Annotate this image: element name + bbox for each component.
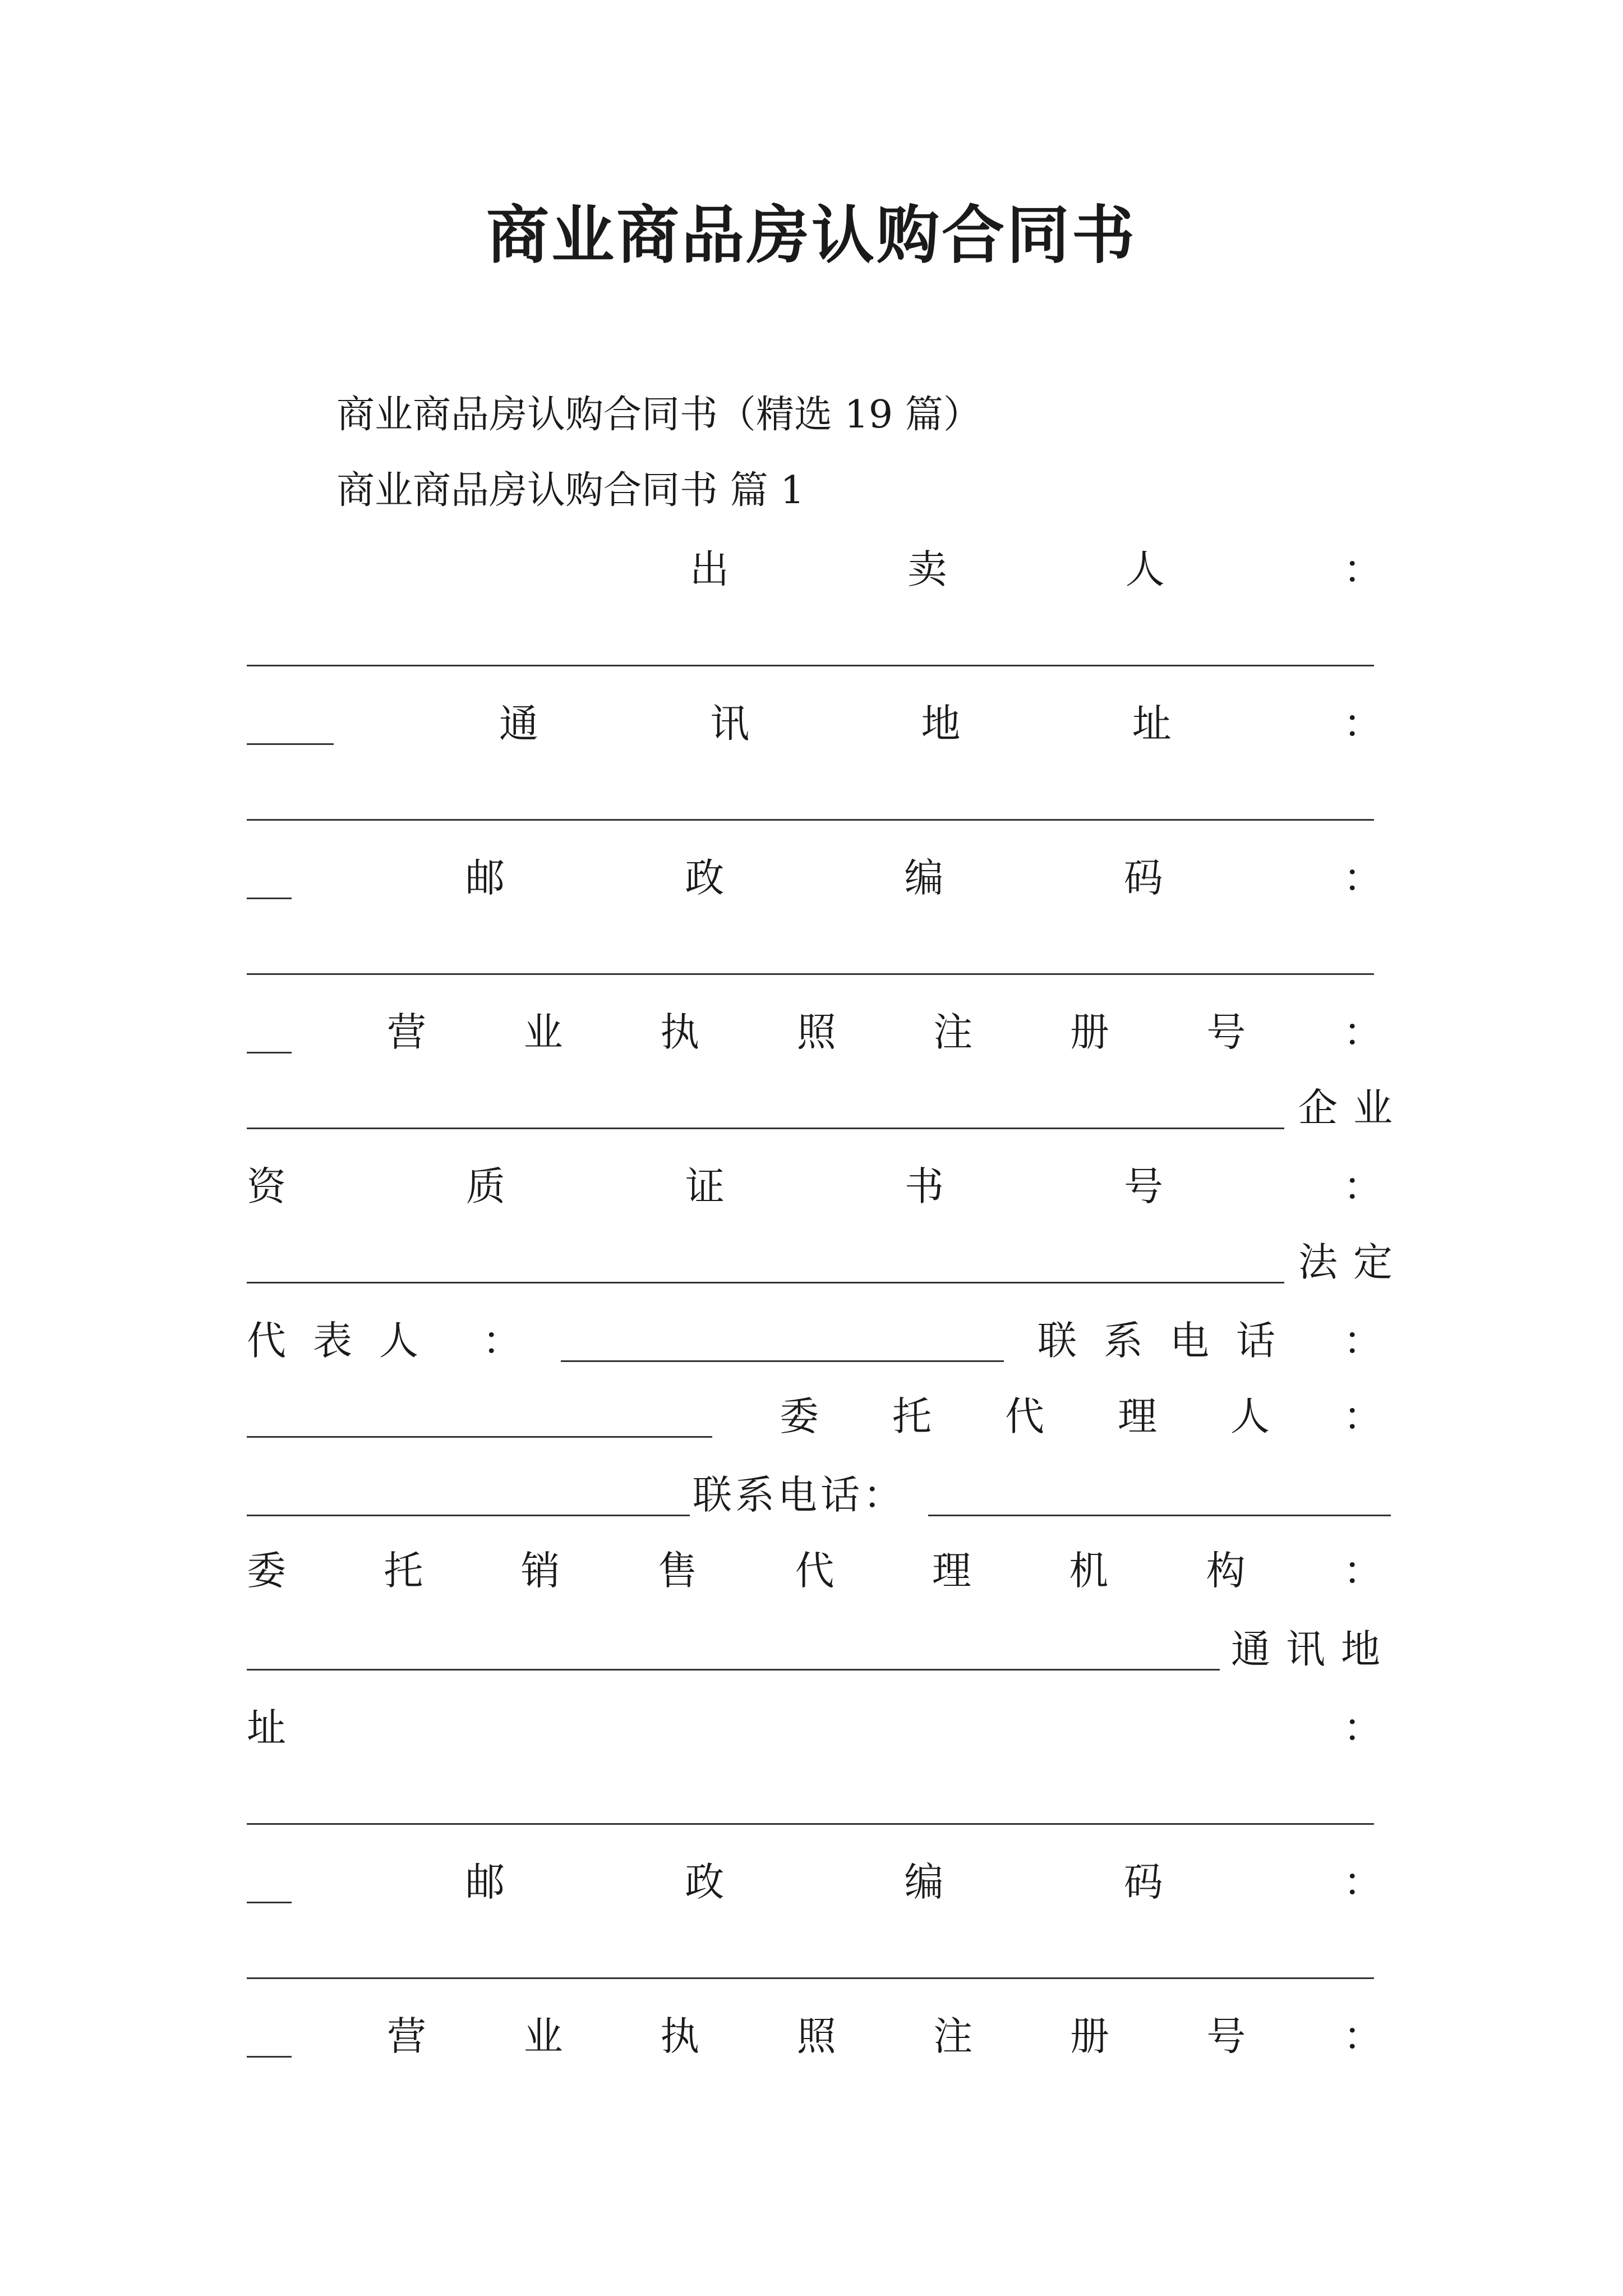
- colon: ：: [1343, 546, 1382, 592]
- seller-char: 卖: [907, 546, 947, 592]
- seller-license-row: 营 业 执 照 注 册 号 ：: [387, 1009, 1382, 1055]
- legal-label: 法定: [1298, 1239, 1408, 1285]
- seller-license-blank: [247, 1128, 1284, 1129]
- seller-char: 出: [690, 546, 729, 592]
- document-subtitle: 商业商品房认购合同书（精选 19 篇）: [336, 393, 981, 437]
- agency-license-prefix: [247, 2056, 292, 2058]
- agency-postcode-blank: [247, 1977, 1374, 1979]
- sales-agency-row: 委 托 销 售 代 理 机 构 ：: [247, 1548, 1382, 1594]
- seller-row: [690, 541, 1382, 597]
- contact-phone-label: 联系电话: [1038, 1318, 1302, 1364]
- sales-agency-blank: [247, 1669, 1220, 1671]
- document-title: 商业商品房认购合同书: [486, 199, 1137, 272]
- document-page: 商业商品房认购合同书 商业商品房认购合同书（精选 19 篇） 商业商品房认购合同书 篇 1 出 卖 人 ： 通 讯 地 址 ： 邮 政 编 码 ： 营 业 执 照 注 册 号 ： 企业 资 质 证 书 号 ： 法定 代表人 ： 联系电话 ： 委 托 代 理 人 ： 联系电话： 委 托 销 售 代 理 机 构 ： 通讯地 址 ： 邮 政 编 码 ： 营 业 执 照 注 册 号 ：: [0, 0, 1623, 2296]
- representative-label: 代表人: [247, 1318, 445, 1364]
- seller-address-row: 通 讯 地 址 ：: [499, 701, 1382, 747]
- license-blank-prefix: [247, 1052, 292, 1053]
- agency-address-blank: [247, 1823, 1374, 1825]
- contact-phone-blank: [247, 1436, 712, 1438]
- seller-blank: [247, 665, 1374, 666]
- postcode-blank-prefix: [247, 898, 292, 899]
- agency-address-label: 通讯地: [1231, 1626, 1396, 1672]
- agent-row: 委 托 代 理 人 ：: [780, 1393, 1382, 1439]
- contact-phone-2-label: 联系电话：: [693, 1472, 906, 1518]
- seller-address-blank: [247, 819, 1374, 821]
- agency-license-row: 营 业 执 照 注 册 号 ：: [387, 2013, 1382, 2059]
- qualification-blank: [247, 1282, 1284, 1283]
- section-heading: 商业商品房认购合同书 篇 1: [336, 468, 805, 513]
- address-blank-prefix: [247, 743, 334, 745]
- seller-postcode-row: 邮 政 编 码 ：: [465, 855, 1382, 901]
- seller-char: 人: [1125, 546, 1165, 592]
- agency-address-row: 址 ：: [247, 1705, 1382, 1751]
- contact-phone-2-blank: [928, 1515, 1391, 1516]
- qualification-row: 资 质 证 书 号 ：: [247, 1163, 1382, 1209]
- enterprise-label: 企业: [1298, 1085, 1408, 1131]
- seller-postcode-blank: [247, 973, 1374, 975]
- agency-postcode-row: 邮 政 编 码 ：: [465, 1859, 1382, 1905]
- agent-blank: [247, 1515, 690, 1516]
- agency-postcode-prefix: [247, 1902, 292, 1903]
- representative-blank: [561, 1360, 1004, 1362]
